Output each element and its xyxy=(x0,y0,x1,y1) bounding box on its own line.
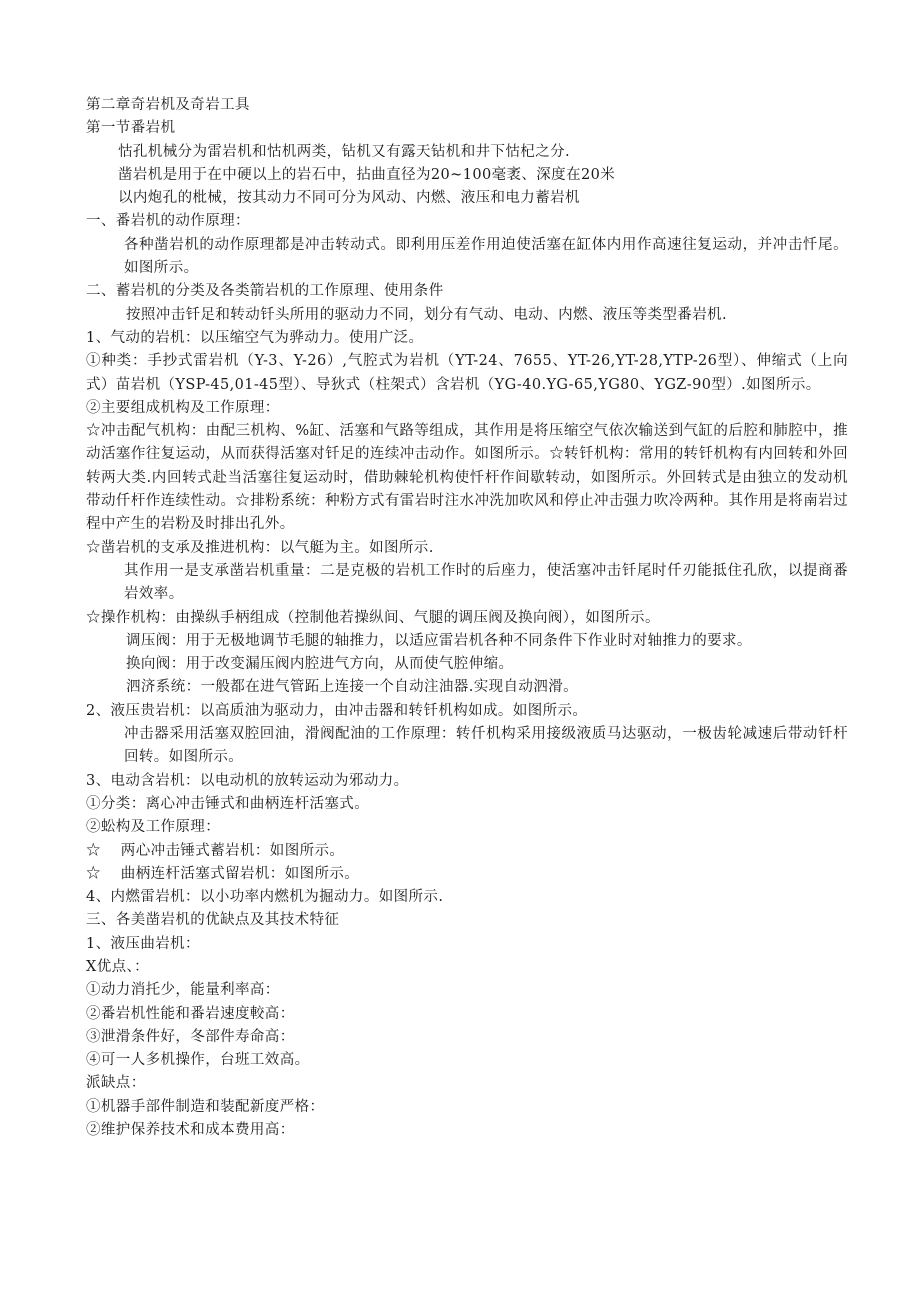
text-line: 调压阀：用于无极地调节毛腿的轴推力，以适应雷岩机各种不同条件下作业时对轴推力的要求。 xyxy=(126,632,752,649)
list-item: ①机器手部件制造和装配新度严格： xyxy=(86,1098,325,1115)
text-line: ②蚣构及工作原理： xyxy=(86,819,221,836)
text-line: 泗济系统：一般都在进气管跖上连接一个自动注油器.实现自动泗滑。 xyxy=(126,679,579,696)
text-line: ①分类：离心冲击锤式和曲柄连杆活塞式。 xyxy=(86,795,370,812)
heading: 二、蓄岩机的分类及各类箭岩机的工作原理、使用条件 xyxy=(86,283,444,300)
section-title: 第一节番岩机 xyxy=(86,120,176,137)
text-line: 按照冲击钎足和转动钎头所用的驱动力不同，划分有气动、电动、内燃、液压等类型番岩机. xyxy=(126,306,728,323)
text-line: 以内炮孔的枇械，按其动力不同可分为风动、内燃、液压和电力蓄岩机 xyxy=(118,190,580,207)
text-line: ☆ 两心冲击锤式蓄岩机：如图所示。 xyxy=(86,842,345,859)
subheading: 1、气动的岩机：以压缩空气为骅动力。使用广泛。 xyxy=(86,329,424,346)
text-line: X优点、： xyxy=(86,958,150,975)
heading: 一、番岩机的动作原理： xyxy=(86,213,250,230)
subheading: 3、电动含岩机：以电动机的放转运动为邪动力。 xyxy=(86,772,409,789)
text-line: 换向阀：用于改变漏压阀内腔进气方向，从而使气腔伸缩。 xyxy=(126,656,514,673)
subheading: 2、液压贵岩机：以高质油为驱动力，由冲击器和转钎机构如成。如图所示。 xyxy=(86,702,588,719)
list-item: ①动力消托少，能量利率高： xyxy=(86,982,280,999)
heading: 三、各美凿岩机的优缺点及其技术特征 xyxy=(86,912,340,929)
list-item: ②维护保养技术和成本费用高： xyxy=(86,1122,295,1139)
chapter-title: 第二章奇岩机及奇岩工具 xyxy=(86,97,250,113)
paragraph: 各种凿岩机的动作原理都是冲击转动式。即利用压差作用迫使活塞在缸体内用作高速往复运动，并冲击忏尾。如图所示。 xyxy=(124,236,848,277)
paragraph: ①种类：手抄式雷岩机（Y-3、Y-26）,气腔式为岩机（YT-24、7655、YT-26,YT-28,YTP-26型）、伸缩式（上向式）苗岩机（YSP-45,01-45型）、导狄式（柱架式）含岩机（YG-40.YG-65,YG80、YGZ-90型）.如图所示。 xyxy=(86,353,848,393)
text-line: 派缺点： xyxy=(86,1075,146,1092)
subheading: 1、液压曲岩机： xyxy=(86,935,200,952)
list-item: ④可一人多机操作，台班工效高。 xyxy=(86,1052,310,1069)
paragraph: 冲击器采用活塞双腔回油，滑阀配油的工作原理：转仟机构采用接级液质马达驱动，一极齿轮减速后带动钎杆回转。如图所示。 xyxy=(124,726,848,766)
text-line: 凿岩机是用于在中硬以上的岩石中，拈曲直径为20~100毫袤、深度在20米 xyxy=(118,166,616,183)
text-line: ☆凿岩机的支承及推进机构：以气艇为主。如图所示. xyxy=(86,539,434,556)
text-line: ☆ 曲柄连杆活塞式留岩机：如图所示。 xyxy=(86,865,360,882)
text-line: 怙孔机械分为雷岩机和怙机两类，钻机又有露天钻机和井下怙杞之分. xyxy=(118,143,571,160)
paragraph: ☆冲击配气机构：由配三机构、%缸、活塞和气路等组成，其作用是将压缩空气依次输送到气缸的后腔和肺腔中，推动活塞作往复运动，从而获得活塞对钎足的连续冲击动作。如图所示。☆转钎机构：常用的转钎机构有内回转和外回转两大类.内回转式赴当活塞往复运动时，借助棘轮机构使忏杆作间歇转动，如图所示。外回转式是由独立的发动机带动仟杆作连续性动。☆排粉系统：种粉方式有雷岩时注水冲洗加吹风和停止冲击强力吹冷两种。其作用是将南岩过程中产生的岩粉及时排出孔外。 xyxy=(86,423,848,533)
text-line: ☆操作机构：由操纵手柄组成（控制他若操纵间、气腿的调压阀及换向阀），如图所示。 xyxy=(86,609,660,626)
document-body xyxy=(86,94,848,1142)
paragraph: 其作用一是支承凿岩机重量：二是克极的岩机工作时的后座力，使活塞冲击钎尾时仟刃能抵住孔欣，以提商番岩效率。 xyxy=(124,562,848,603)
subheading: 4、内燃雷岩机：以小功率内燃机为掘动力。如图所示. xyxy=(86,889,444,906)
subheading: ②主要组成机构及工作原理： xyxy=(86,399,280,416)
list-item: ③泄滑条件好，冬部件寿命高： xyxy=(86,1028,295,1045)
list-item: ②番岩机性能和番岩速度較高： xyxy=(86,1005,295,1022)
